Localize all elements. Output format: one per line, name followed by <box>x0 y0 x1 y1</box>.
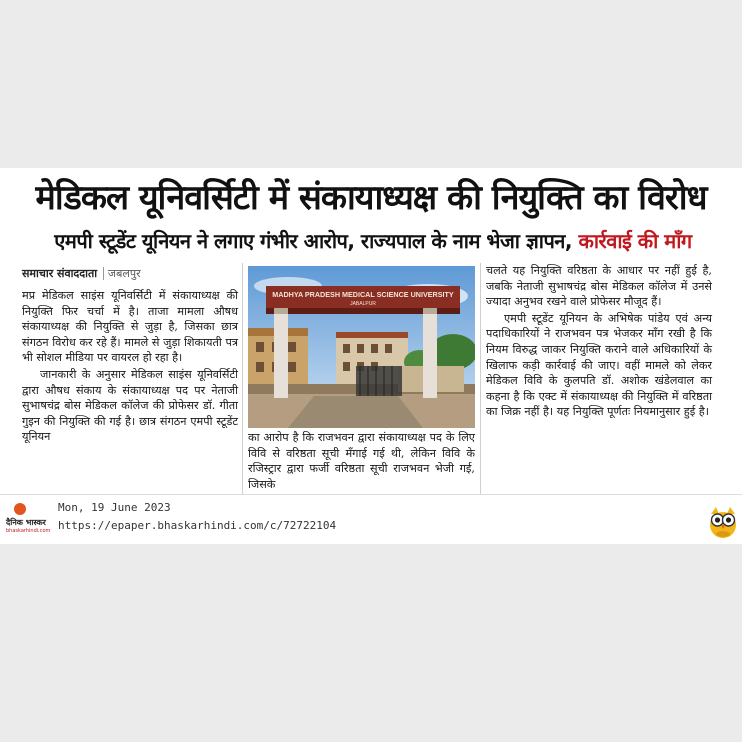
article-column-3 <box>486 263 712 421</box>
university-gate-photo <box>248 266 475 428</box>
article-column-1 <box>22 288 238 446</box>
paragraph: जानकारी के अनुसार मेडिकल साइंस यूनिवर्सिटी द्वारा औषध संकाय के संकायाध्यक्ष पद पर नेताजी सुभाषचंद्र बोस मेडिकल कॉलेज की प्रोफेसर डॉ. गीता गुइन की नियुक्ति की गई है। छात्र संगठन एमपी स्टूडेंट यूनियन <box>22 367 238 444</box>
paragraph: का आरोप है कि राजभवन द्वारा संकायाध्यक्ष पद के लिए विवि से वरिष्ठता सूची मँगाई गई थी, लेकिन विवि के रजिस्ट्रार द्वारा फर्जी वरिष्ठता सूची राजभवन भेजी गई, जिसके <box>248 431 475 491</box>
headline: मेडिकल यूनिवर्सिटी में संकायाध्यक्ष की नियुक्ति का विरोध <box>35 178 707 218</box>
gate-sign-subtext: JABALPUR <box>350 301 376 307</box>
dainik-bhaskar-logo[interactable] <box>6 503 52 539</box>
epaper-footer <box>0 494 742 544</box>
sun-logo-icon <box>14 503 26 515</box>
byline-author: समाचार संवाददाता <box>22 267 98 280</box>
subheadline-highlight: कार्रवाई की माँग <box>578 229 692 253</box>
owl-mascot-icon <box>708 505 738 539</box>
paragraph: मप्र मेडिकल साइंस यूनिवर्सिटी में संकायाध्यक्ष की नियुक्ति फिर चर्चा में है। ताजा मामला औषध संकायाध्यक्ष की नियुक्ति से जुड़ा है, जिसका छात्र संगठन विरोध कर रहे हैं। मामले से जुड़ा शिकायती पत्र भी सोशल मीडिया पर वायरल हो रहा है। <box>22 289 238 365</box>
newspaper-clipping <box>0 168 742 544</box>
epaper-url[interactable]: https://epaper.bhaskarhindi.com/c/72722104 <box>58 519 337 532</box>
article-column-2 <box>248 430 475 493</box>
paragraph: एमपी स्टूडेंट यूनियन के अभिषेक पांडेय एवं अन्य पदाधिकारियों ने राजभवन पत्र भेजकर माँग रखी है कि नियम विरुद्ध जाकर नियुक्ति कराने वाले अधिकारियों के खिलाफ कड़ी कार्रवाई की जाए। वहीं मामले को लेकर मेडिकल विवि के कुलपति डॉ. अशोक खंडेलवाल का कहना है कि एक्ट में संकायाध्यक्ष की नियुक्ति में वरिष्ठता का जिक्र नहीं है। यह नियुक्ति पूर्णतः नियमानुसार हुई है। <box>486 311 712 419</box>
byline <box>22 266 141 281</box>
subheadline <box>8 228 738 254</box>
logo-name: दैनिक भास्कर <box>6 518 46 527</box>
publication-date: Mon, 19 June 2023 <box>58 501 171 514</box>
byline-city: जबलपुर <box>103 267 141 280</box>
column-divider <box>480 263 481 495</box>
subheadline-text: एमपी स्टूडेंट यूनियन ने लगाए गंभीर आरोप, राज्यपाल के नाम भेजा ज्ञापन, <box>54 229 573 253</box>
logo-subtext: bhaskarhindi.com <box>6 528 51 534</box>
column-divider <box>242 263 243 495</box>
gate-photo-illustration <box>248 266 475 428</box>
gate-sign-text: MADHYA PRADESH MEDICAL SCIENCE UNIVERSITY <box>272 290 454 299</box>
paragraph: चलते यह नियुक्ति वरिष्ठता के आधार पर नहीं हुई है, जबकि नेताजी सुभाषचंद्र बोस मेडिकल कॉलेज में उनसे ज्यादा अनुभव रखने वाले प्रोफेसर मौजूद हैं। <box>486 264 712 309</box>
